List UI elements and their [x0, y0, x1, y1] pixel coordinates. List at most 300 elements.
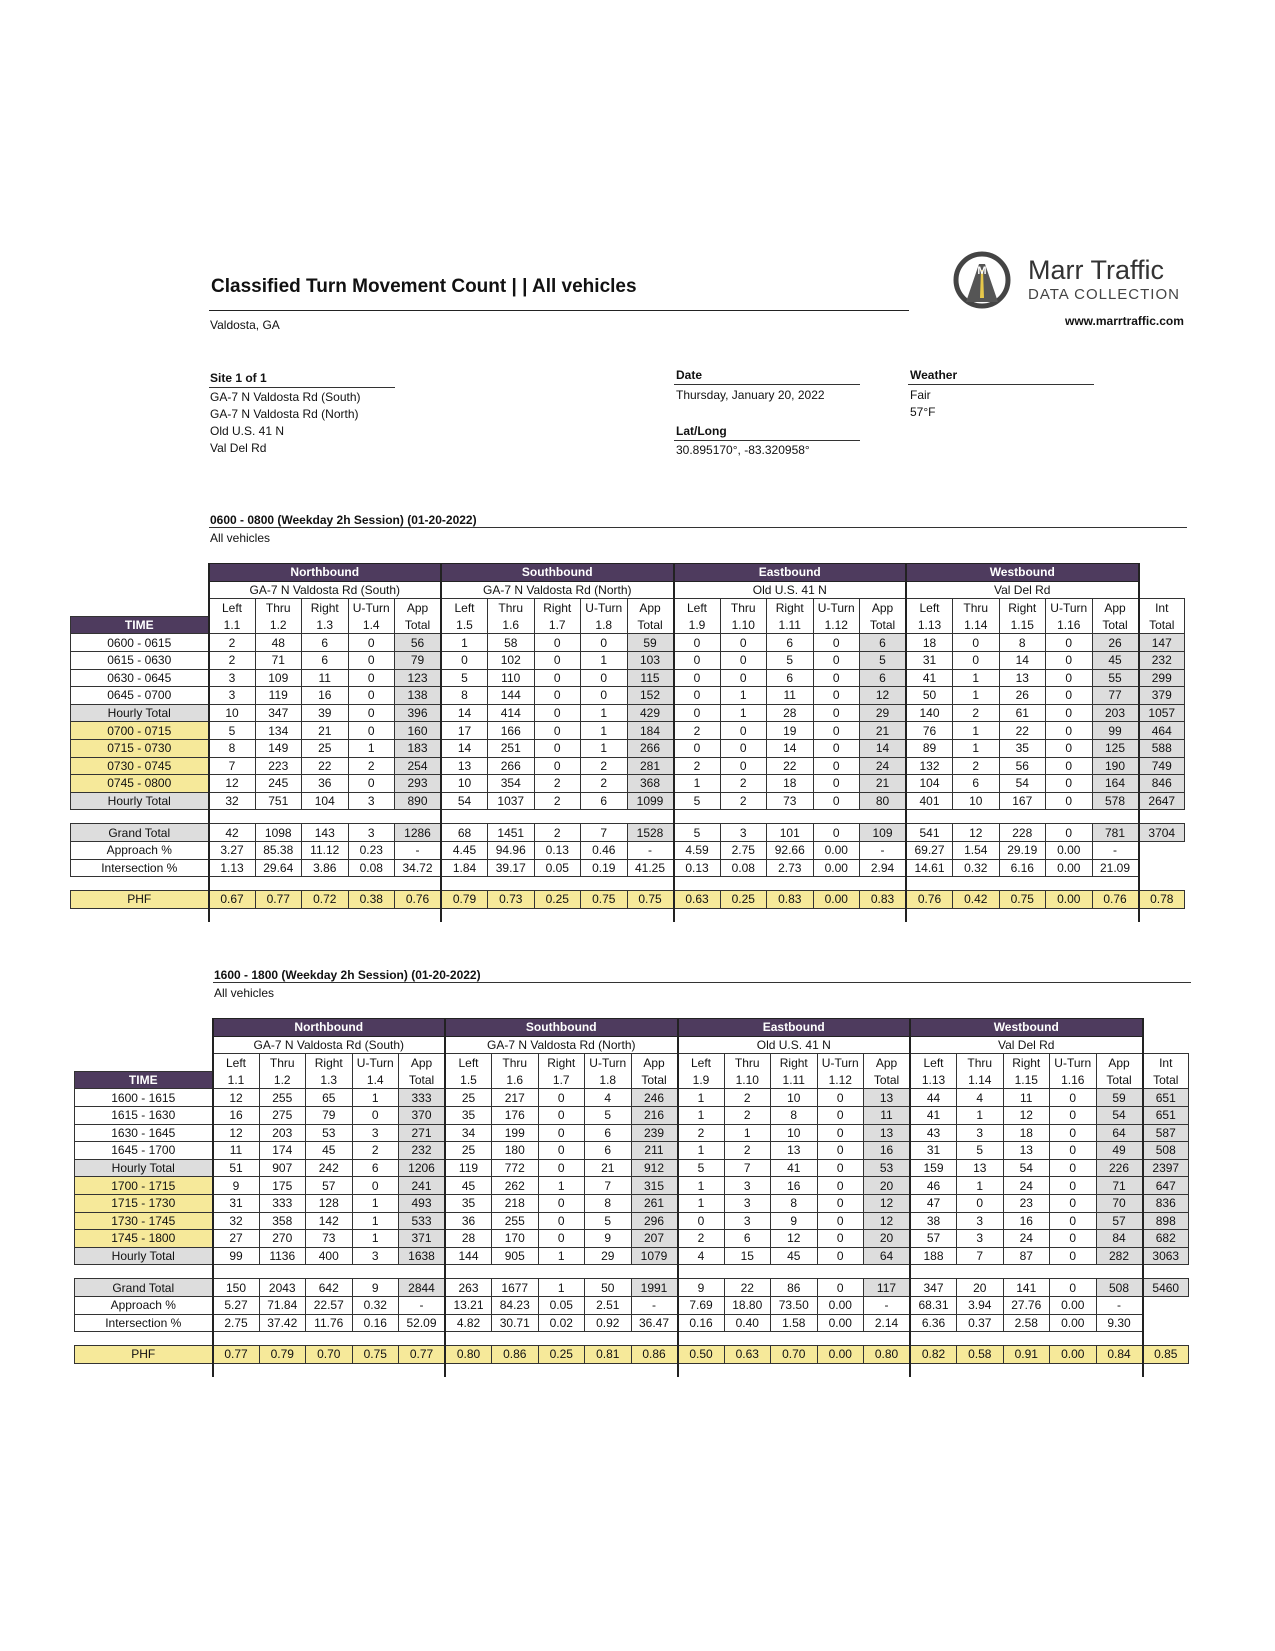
cell-value: 232	[1139, 651, 1185, 669]
cell-value: 0	[534, 704, 581, 722]
table-row	[75, 1159, 1189, 1177]
cell-value: 77	[1092, 687, 1139, 705]
cell-value: 4.45	[441, 841, 488, 859]
weather-label: Weather	[910, 368, 958, 382]
table-row	[75, 1142, 1189, 1160]
cell-value: 0.92	[585, 1314, 632, 1332]
cell-value: 0.25	[538, 1346, 585, 1364]
cell-value: 0.75	[627, 891, 674, 909]
cell-value: 13.21	[445, 1296, 492, 1314]
cell-value: 0.80	[864, 1346, 911, 1364]
blank-cell	[1139, 581, 1185, 599]
cell-value: 216	[631, 1106, 678, 1124]
approach-road: Old U.S. 41 N	[678, 1036, 911, 1054]
cell-value: 39.17	[488, 859, 535, 877]
blank-cell	[999, 877, 1046, 891]
cell-value: 254	[395, 757, 442, 775]
cell-value: 493	[399, 1194, 446, 1212]
cell-value: 101	[767, 824, 814, 842]
blank-cell	[445, 1265, 492, 1279]
cell-value: 0	[348, 634, 395, 652]
cell-value: 24	[1003, 1177, 1050, 1195]
approach-direction: Southbound	[441, 564, 674, 582]
cell-value: 125	[1092, 739, 1139, 757]
cell-value: 23	[1003, 1194, 1050, 1212]
cell-value: 0.78	[1139, 891, 1185, 909]
column-header: 1.9	[674, 616, 721, 634]
cell-value: -	[1092, 841, 1139, 859]
cell-value: 0	[813, 669, 860, 687]
blank-cell	[1046, 908, 1093, 922]
cell-value: 1079	[631, 1247, 678, 1265]
cell-value: 12	[1003, 1106, 1050, 1124]
cell-value: 0	[720, 669, 767, 687]
cell-value: 175	[259, 1177, 306, 1195]
column-header: U-Turn	[1046, 599, 1093, 617]
table-row	[75, 1230, 1189, 1248]
cell-value: 0	[1050, 1142, 1097, 1160]
cell-value: 2	[534, 824, 581, 842]
cell-value: 0.79	[259, 1346, 306, 1364]
cell-value: 46	[910, 1177, 957, 1195]
cell-value: 0	[581, 687, 628, 705]
table-row	[75, 1314, 1189, 1332]
row-label: Hourly Total	[71, 792, 209, 810]
cell-value: 5.27	[213, 1296, 260, 1314]
column-header: 1.12	[817, 1071, 864, 1089]
cell-value: 1528	[627, 824, 674, 842]
cell-value: 2	[953, 704, 1000, 722]
cell-value: 35	[999, 739, 1046, 757]
cell-value: 0	[1050, 1212, 1097, 1230]
cell-value: 836	[1143, 1194, 1189, 1212]
cell-value: 1451	[488, 824, 535, 842]
blank-cell	[1139, 810, 1185, 824]
cell-value: 0	[581, 669, 628, 687]
cell-value: 6	[953, 775, 1000, 793]
cell-value: 22	[302, 757, 349, 775]
blank-cell	[1139, 877, 1185, 891]
column-header: Thru	[492, 1054, 539, 1072]
cell-value: 226	[1096, 1159, 1143, 1177]
approach-direction: Westbound	[906, 564, 1139, 582]
cell-value: 0.37	[957, 1314, 1004, 1332]
blank-cell	[348, 908, 395, 922]
blank-cell	[767, 877, 814, 891]
cell-value: 0	[1050, 1177, 1097, 1195]
cell-value: 2	[348, 757, 395, 775]
cell-value: 5	[860, 651, 907, 669]
cell-value: 27.76	[1003, 1296, 1050, 1314]
cell-value: 255	[259, 1089, 306, 1107]
cell-value: 59	[1096, 1089, 1143, 1107]
cell-value: 0	[720, 651, 767, 669]
column-header: Left	[678, 1054, 725, 1072]
blank-cell	[71, 599, 209, 617]
cell-value: 223	[255, 757, 302, 775]
blank-cell	[724, 1265, 771, 1279]
cell-value: 0.32	[352, 1296, 399, 1314]
cell-value: 2	[209, 651, 256, 669]
cell-value: 0	[813, 651, 860, 669]
blank-cell	[720, 908, 767, 922]
cell-value: 6	[352, 1159, 399, 1177]
cell-value: 35	[445, 1194, 492, 1212]
cell-value: 14	[441, 704, 488, 722]
cell-value: 2.73	[767, 859, 814, 877]
time-column-header: TIME	[75, 1071, 213, 1089]
cell-value: 166	[488, 722, 535, 740]
row-label: 1615 - 1630	[75, 1106, 213, 1124]
cell-value: 149	[255, 739, 302, 757]
cell-value: 1677	[492, 1279, 539, 1297]
column-header: U-Turn	[352, 1054, 399, 1072]
cell-value: 7	[724, 1159, 771, 1177]
blank-cell	[581, 810, 628, 824]
cell-value: 1	[538, 1279, 585, 1297]
cell-value: 0.19	[581, 859, 628, 877]
website-link[interactable]: www.marrtraffic.com	[1065, 314, 1184, 328]
cell-value: 4.59	[674, 841, 721, 859]
cell-value: 0	[817, 1230, 864, 1248]
cell-value: 71	[255, 651, 302, 669]
cell-value: 134	[255, 722, 302, 740]
blank-cell	[75, 1019, 213, 1037]
cell-value: 32	[213, 1212, 260, 1230]
cell-value: 0.77	[255, 891, 302, 909]
cell-value: 35	[445, 1106, 492, 1124]
column-header: App	[627, 599, 674, 617]
blank-cell	[1050, 1363, 1097, 1377]
cell-value: 143	[302, 824, 349, 842]
table-row	[71, 859, 1185, 877]
row-label: 1715 - 1730	[75, 1194, 213, 1212]
cell-value: 3	[724, 1212, 771, 1230]
cell-value: 45	[771, 1247, 818, 1265]
cell-value: 21	[860, 722, 907, 740]
cell-value: 0.05	[538, 1296, 585, 1314]
cell-value: 1	[581, 651, 628, 669]
blank-cell	[767, 908, 814, 922]
column-header: Thru	[488, 599, 535, 617]
cell-value: 15	[724, 1247, 771, 1265]
cell-value: 0	[817, 1124, 864, 1142]
blank-cell	[1143, 1363, 1189, 1377]
cell-value: 6	[302, 651, 349, 669]
blank-cell	[631, 1332, 678, 1346]
cell-value: 2	[953, 757, 1000, 775]
blank-cell	[534, 810, 581, 824]
cell-value: 9	[585, 1230, 632, 1248]
cell-value: 54	[999, 775, 1046, 793]
blank-cell	[209, 877, 256, 891]
cell-value: 1037	[488, 792, 535, 810]
cell-value: 2.51	[585, 1296, 632, 1314]
cell-value: 1	[352, 1212, 399, 1230]
cell-value: 0	[534, 739, 581, 757]
blank-cell	[534, 908, 581, 922]
cell-value: 217	[492, 1089, 539, 1107]
cell-value: 1	[678, 1089, 725, 1107]
table-row	[75, 1194, 1189, 1212]
cell-value: 141	[1003, 1279, 1050, 1297]
cell-value: 0	[817, 1089, 864, 1107]
cell-value: 2	[720, 775, 767, 793]
site-road: GA-7 N Valdosta Rd (South)	[210, 390, 361, 404]
cell-value: 20	[864, 1177, 911, 1195]
column-header: App	[395, 599, 442, 617]
cell-value: 5	[678, 1159, 725, 1177]
row-label: 1630 - 1645	[75, 1124, 213, 1142]
weather-condition: Fair	[910, 388, 931, 402]
column-header: 1.7	[538, 1071, 585, 1089]
cell-value: 0	[1046, 792, 1093, 810]
cell-value: 70	[1096, 1194, 1143, 1212]
blank-cell	[953, 877, 1000, 891]
cell-value: 0	[674, 739, 721, 757]
cell-value: 1.54	[953, 841, 1000, 859]
cell-value: 104	[906, 775, 953, 793]
weather-temperature: 57°F	[910, 405, 936, 419]
cell-value: 3	[348, 824, 395, 842]
cell-value: 0.50	[678, 1346, 725, 1364]
cell-value: 1206	[399, 1159, 446, 1177]
marr-traffic-logo-icon	[952, 250, 1016, 310]
cell-value: 1.58	[771, 1314, 818, 1332]
cell-value: 1286	[395, 824, 442, 842]
cell-value: 2	[720, 792, 767, 810]
cell-value: 3.27	[209, 841, 256, 859]
cell-value: 190	[1092, 757, 1139, 775]
blank-cell	[813, 810, 860, 824]
cell-value: 0.76	[906, 891, 953, 909]
cell-value: 16	[1003, 1212, 1050, 1230]
cell-value: 79	[306, 1106, 353, 1124]
blank-cell	[1096, 1332, 1143, 1346]
column-header: 1.6	[488, 616, 535, 634]
cell-value: 51	[213, 1159, 260, 1177]
logo-subtitle: DATA COLLECTION	[1028, 286, 1180, 303]
cell-value: 0.25	[534, 891, 581, 909]
cell-value: 99	[1092, 722, 1139, 740]
cell-value: 541	[906, 824, 953, 842]
cell-value: 0	[441, 651, 488, 669]
cell-value: 464	[1139, 722, 1185, 740]
blank-cell	[306, 1332, 353, 1346]
cell-value: 13	[864, 1089, 911, 1107]
city-label: Valdosta, GA	[210, 318, 280, 332]
cell-value: 211	[631, 1142, 678, 1160]
blank-cell	[534, 877, 581, 891]
cell-value: 31	[906, 651, 953, 669]
cell-value: 25	[445, 1089, 492, 1107]
approach-direction: Eastbound	[678, 1019, 911, 1037]
column-header: 1.3	[306, 1071, 353, 1089]
cell-value: 25	[445, 1142, 492, 1160]
cell-value: 152	[627, 687, 674, 705]
blank-cell	[1143, 1332, 1189, 1346]
cell-value: 354	[488, 775, 535, 793]
column-header: Left	[445, 1054, 492, 1072]
cell-value	[1139, 841, 1185, 859]
blank-cell	[255, 810, 302, 824]
cell-value: 1	[441, 634, 488, 652]
cell-value: 396	[395, 704, 442, 722]
column-header: Thru	[957, 1054, 1004, 1072]
cell-value: 8	[441, 687, 488, 705]
site-divider	[209, 387, 395, 388]
site-label: Site 1 of 1	[210, 371, 267, 385]
cell-value: 0	[813, 775, 860, 793]
cell-value: 3.94	[957, 1296, 1004, 1314]
cell-value: 1	[953, 669, 1000, 687]
row-label: 0715 - 0730	[71, 739, 209, 757]
session-divider	[213, 982, 1191, 983]
cell-value: 8	[585, 1194, 632, 1212]
blank-cell	[71, 908, 209, 922]
cell-value: 296	[631, 1212, 678, 1230]
column-header: Right	[306, 1054, 353, 1072]
blank-cell	[395, 877, 442, 891]
cell-value: 3063	[1143, 1247, 1189, 1265]
blank-cell	[71, 810, 209, 824]
session-subtitle: All vehicles	[214, 986, 275, 1000]
cell-value: 13	[441, 757, 488, 775]
cell-value: 59	[627, 634, 674, 652]
column-header: Thru	[953, 599, 1000, 617]
cell-value: 6	[581, 792, 628, 810]
cell-value: 6	[767, 634, 814, 652]
cell-value: 19	[767, 722, 814, 740]
cell-value: 50	[585, 1279, 632, 1297]
logo-letter: M	[977, 265, 987, 277]
cell-value: 293	[395, 775, 442, 793]
cell-value: 251	[488, 739, 535, 757]
cell-value: 170	[492, 1230, 539, 1248]
cell-value: 8	[209, 739, 256, 757]
cell-value: 0.05	[534, 859, 581, 877]
cell-value: 14.61	[906, 859, 953, 877]
blank-cell	[441, 877, 488, 891]
cell-value: 203	[1092, 704, 1139, 722]
cell-value: 13	[957, 1159, 1004, 1177]
cell-value: 13	[864, 1124, 911, 1142]
cell-value: 68	[441, 824, 488, 842]
blank-cell	[302, 810, 349, 824]
cell-value: 54	[1096, 1106, 1143, 1124]
cell-value: -	[395, 841, 442, 859]
blank-cell	[306, 1363, 353, 1377]
cell-value: 64	[864, 1247, 911, 1265]
approach-direction: Northbound	[209, 564, 442, 582]
blank-cell	[720, 810, 767, 824]
column-header: Left	[209, 599, 256, 617]
cell-value: 48	[255, 634, 302, 652]
cell-value: 0	[538, 1142, 585, 1160]
cell-value: 0.72	[302, 891, 349, 909]
cell-value: 5460	[1143, 1279, 1189, 1297]
cell-value: 587	[1143, 1124, 1189, 1142]
approach-direction: Northbound	[213, 1019, 446, 1037]
blank-cell	[906, 908, 953, 922]
cell-value: 39	[302, 704, 349, 722]
cell-value: 0	[534, 687, 581, 705]
column-header: Right	[534, 599, 581, 617]
cell-value: 11	[864, 1106, 911, 1124]
date-label: Date	[676, 368, 703, 382]
cell-value: 0	[817, 1106, 864, 1124]
cell-value: 22	[999, 722, 1046, 740]
cell-value: 47	[910, 1194, 957, 1212]
blank-cell	[674, 810, 721, 824]
cell-value: 73.50	[771, 1296, 818, 1314]
cell-value: 27	[213, 1230, 260, 1248]
cell-value: 0	[674, 669, 721, 687]
cell-value: 0.73	[488, 891, 535, 909]
cell-value: 84	[1096, 1230, 1143, 1248]
cell-value: 0	[538, 1106, 585, 1124]
cell-value: 54	[1003, 1159, 1050, 1177]
cell-value: 0	[1050, 1106, 1097, 1124]
cell-value: 0.86	[631, 1346, 678, 1364]
cell-value: 912	[631, 1159, 678, 1177]
cell-value: 11	[1003, 1089, 1050, 1107]
cell-value: 31	[213, 1194, 260, 1212]
cell-value: 2.14	[864, 1314, 911, 1332]
blank-cell	[302, 908, 349, 922]
cell-value: 180	[492, 1142, 539, 1160]
cell-value: 358	[259, 1212, 306, 1230]
cell-value: 174	[259, 1142, 306, 1160]
cell-value: 281	[627, 757, 674, 775]
cell-value: 261	[631, 1194, 678, 1212]
cell-value: 0	[817, 1177, 864, 1195]
column-header: 1.7	[534, 616, 581, 634]
cell-value: 0.00	[817, 1314, 864, 1332]
column-header: 1.8	[581, 616, 628, 634]
cell-value: 52.09	[399, 1314, 446, 1332]
cell-value: 0.13	[534, 841, 581, 859]
cell-value: 10	[771, 1089, 818, 1107]
cell-value: 0	[678, 1212, 725, 1230]
cell-value: 1638	[399, 1247, 446, 1265]
cell-value: 68.31	[910, 1296, 957, 1314]
cell-value: 232	[399, 1142, 446, 1160]
table-row	[71, 757, 1185, 775]
cell-value: 41	[910, 1106, 957, 1124]
table-row	[71, 792, 1185, 810]
cell-value: 245	[255, 775, 302, 793]
cell-value: 5	[957, 1142, 1004, 1160]
cell-value: 36.47	[631, 1314, 678, 1332]
cell-value: 18	[767, 775, 814, 793]
cell-value: 0	[538, 1124, 585, 1142]
cell-value: 58	[488, 634, 535, 652]
cell-value: 0	[1050, 1124, 1097, 1142]
cell-value: 588	[1139, 739, 1185, 757]
column-header: Right	[999, 599, 1046, 617]
cell-value: 14	[767, 739, 814, 757]
cell-value: 262	[492, 1177, 539, 1195]
cell-value: 41	[771, 1159, 818, 1177]
column-header: Right	[767, 599, 814, 617]
cell-value: 0	[348, 704, 395, 722]
cell-value: 49	[1096, 1142, 1143, 1160]
cell-value: 109	[255, 669, 302, 687]
cell-value: 24	[860, 757, 907, 775]
cell-value: 1	[581, 704, 628, 722]
column-header: Int	[1143, 1054, 1189, 1072]
